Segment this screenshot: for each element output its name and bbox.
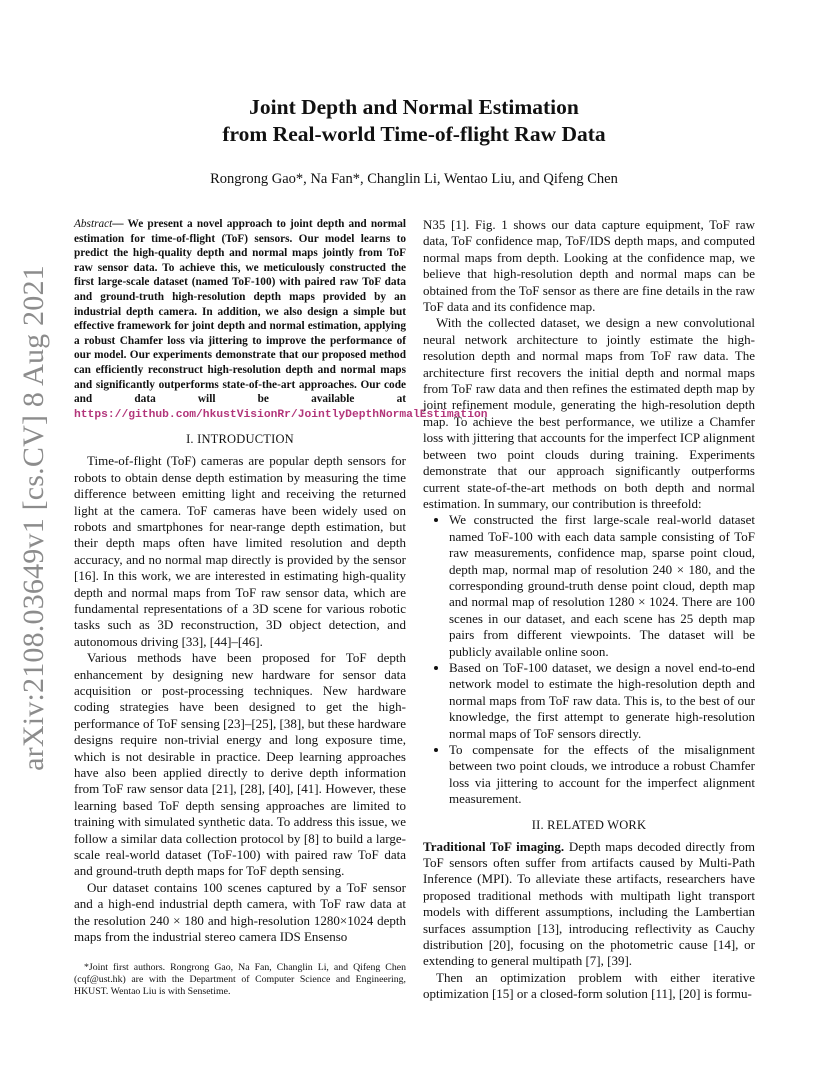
intro-paragraph-3: Our dataset contains 100 scenes captured by a ToF sensor and a high-end industrial depth camera, with ToF raw data at the resolution 240 × 180 and high-resolution 1280×1024 depth maps from the industrial stereo camera IDS Ensenso — [74, 879, 406, 945]
arxiv-side-stamp — [14, 265, 54, 771]
right-column — [423, 217, 755, 1003]
left-column — [74, 217, 488, 999]
contribution-item: • We constructed the first large-scale real-world dataset named ToF-100 with each data sample consisting of ToF raw measurements, confidence map, sparse point cloud, depth map, normal map of resolution 240 × 180, and the corresponding ground-truth dense point cloud, depth map and normal map of resolution 1280 × 1024. There are 100 scenes in our dataset, and each scene has 25 depth map pairs from different viewpoints. The dataset will be publicly available online soon. — [449, 512, 755, 660]
intro-paragraph-3-continued: N35 [1]. Fig. 1 shows our data capture equipment, ToF raw data, ToF confidence map, ToF/IDS depth maps, and computed normal maps from depth. Looking at the confidence map, we believe that high-resolution depth and normal maps can be obtained from the ToF sensor as there are fine details in the raw ToF data and its confidence map. — [423, 217, 755, 315]
arxiv-identifier: arXiv:2108.03649v1 [cs.CV] 8 Aug 2021 — [17, 265, 51, 771]
code-link[interactable]: https://github.com/hkustVisionRr/JointlyDepthNormalEstimation — [74, 408, 488, 421]
run-in-heading: Traditional ToF imaging. — [423, 838, 565, 854]
paper-title — [0, 94, 828, 148]
related-work-paragraph-1 — [423, 839, 755, 970]
title-line-1: Joint Depth and Normal Estimation — [249, 95, 579, 119]
abstract-label: Abstract — [74, 218, 113, 230]
related-work-paragraph-2: Then an optimization problem with either iterative optimization [15] or a closed-form solution [11], [20] is formu- — [423, 969, 755, 1002]
abstract — [74, 217, 488, 422]
contribution-item: • To compensate for the effects of the misalignment between two point clouds, we introduce a robust Chamfer loss via jittering to account for the imperfect alignment measurement. — [449, 742, 755, 808]
section-heading-introduction: I. INTRODUCTION — [186, 432, 294, 447]
section-heading-related-work: II. RELATED WORK — [531, 817, 647, 832]
contribution-list — [423, 512, 755, 807]
author-footnote: *Joint first authors. Rongrong Gao, Na Fan, Changlin Li, and Qifeng Chen (cqf@ust.hk) are with the Department of Computer Science and Engineering, HKUST. Wentao Liu is with Sensetime. — [74, 961, 406, 998]
intro-paragraph-1: Time-of-flight (ToF) cameras are popular depth sensors for robots to obtain dense depth estimation by measuring the time difference between emitting light and receiving the returned light at the camera. ToF cameras have been widely used on robots and smartphones for near-range depth estimation, but their depth maps often have limited resolution and depth accuracy, and no normal map directly is provided by the sensor [16]. In this work, we are interested in estimating high-quality depth and normal maps from ToF raw sensor data, which are fundamental representations of a 3D scene for various robotic tasks such as 3D reconstruction, 3D object detection, and autonomous driving [33], [44]–[46]. — [74, 453, 406, 649]
contribution-item: • Based on ToF-100 dataset, we design a novel end-to-end network model to estimate the high-resolution depth and normal maps from ToF raw data. This is, to the best of our knowledge, the first attempt to generate high-resolution normal maps of ToF sensors directly. — [449, 660, 755, 742]
related-work-text: Depth maps decoded directly from ToF sensors often suffer from artifacts caused by Multi-Path Inference (MPI). To alleviate these artifacts, researchers have proposed traditional methods with multipath light transport models with different assumptions, including the Lambertian surfaces assumption [13], introducing reflectivity as Cauchy distribution [20], focusing on the photometric cause [14], or extending to general multipath [7], [39]. — [423, 838, 756, 969]
intro-paragraph-4: With the collected dataset, we design a new convolutional neural network architecture to jointly estimate the high-resolution depth and normal maps from ToF raw data. The architecture first recovers the initial depth and normal maps from ToF raw data and then refines the estimated depth map by joint refinement module, generating the high-resolution depth map. To achieve the best performance, we utilize a Chamfer loss with jittering that accounts for the imperfect ICP alignment between two point clouds during training. Experiments demonstrate that our approach significantly outperforms current state-of-the-art methods on both depth and normal estimation. In summary, our contribution is threefold: — [423, 315, 755, 511]
author-list: Rongrong Gao*, Na Fan*, Changlin Li, Wentao Liu, and Qifeng Chen — [210, 171, 618, 187]
title-line-2: from Real-world Time-of-flight Raw Data — [222, 122, 606, 146]
intro-paragraph-2: Various methods have been proposed for ToF depth enhancement by designing new hardware for sensor data acquisition or post-processing techniques. New hardware coding strategies have been designed to get the high-performance of ToF sensing [23]–[25], [38], but these hardware designs require non-trivial energy and long exposure time, which is not desirable in practice. Deep learning approaches have also been applied directly to derive depth information from ToF raw sensor data [21], [28], [40], [41]. However, these learning based ToF depth sensing approaches are limited to training with simulated synthetic data. To address this issue, we follow a similar data collection protocol by [8] to build a large-scale real-world dataset (ToF-100) with paired raw ToF data and ground-truth depth maps for ToF depth sensing. — [74, 650, 406, 879]
abstract-text: — We present a novel approach to joint depth and normal estimation for time-of-flight (ToF) sensors. Our model learns to predict the high-quality depth and normal maps jointly from ToF raw sensor data. To achieve this, we meticulously constructed the first large-scale dataset (named ToF-100) with paired raw ToF data and ground-truth high-resolution depth maps provided by an industrial depth camera. In addition, we also design a simple but effective framework for joint depth and normal estimation, applying a robust Chamfer loss via jittering to improve the performance of our model. Our experiments demonstrate that our proposed method can efficiently reconstruct high-resolution depth and normal maps and significantly outperforms state-of-the-art approaches. Our code and data will be available at — [74, 218, 406, 406]
